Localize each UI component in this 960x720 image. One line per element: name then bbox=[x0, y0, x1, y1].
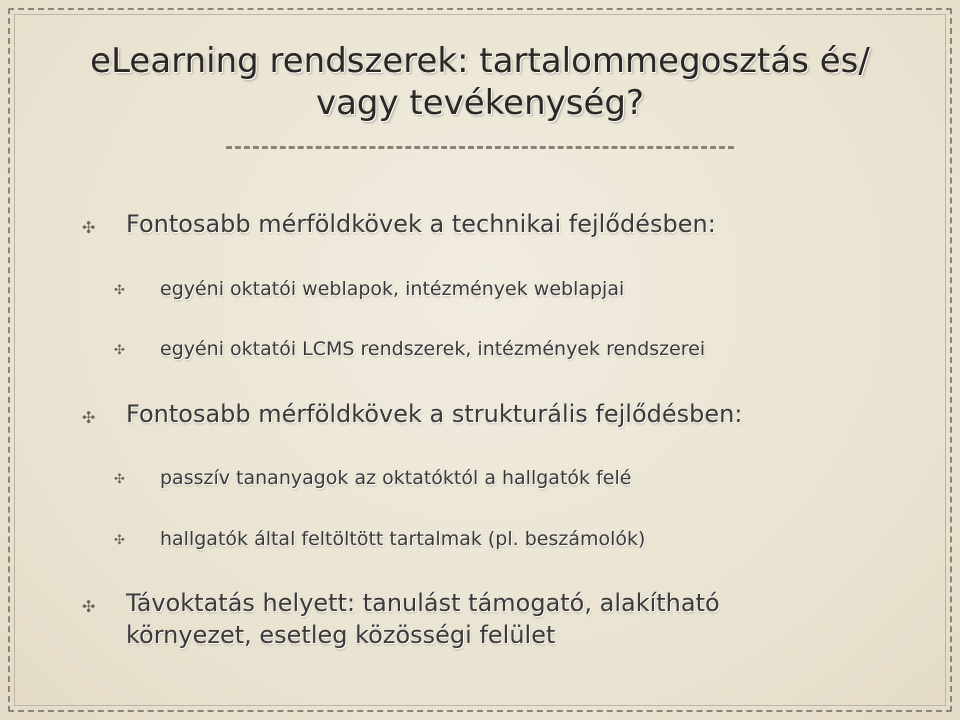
bullet-text: egyéni oktatói weblapok, intézmények weblapjai bbox=[160, 278, 625, 300]
bullet-text: Fontosabb mérföldkövek a technikai fejlődésben: bbox=[126, 210, 716, 238]
bullet-text: egyéni oktatói LCMS rendszerek, intézmények rendszerei bbox=[160, 338, 706, 360]
bullet-icon: ✣ bbox=[114, 533, 125, 548]
bullet-icon: ✣ bbox=[114, 472, 125, 487]
bullet-text: Fontosabb mérföldkövek a strukturális fejlődésben: bbox=[126, 400, 743, 428]
slide-title-line-2: vagy tevékenység? bbox=[315, 83, 645, 123]
bullet-text: passzív tananyagok az oktatóktól a hallgatók felé bbox=[160, 467, 632, 489]
title-divider bbox=[226, 146, 734, 149]
bullet-text bbox=[126, 587, 846, 651]
bullet-icon: ✣ bbox=[82, 597, 96, 616]
bullet-text-line-2: környezet, esetleg közösségi felület bbox=[126, 621, 556, 649]
bullet-icon: ✣ bbox=[114, 343, 125, 358]
slide-title-line-1: eLearning rendszerek: tartalommegosztás és/ bbox=[90, 41, 870, 81]
bullet-text-line-1: Távoktatás helyett: tanulást támogató, alakítható bbox=[126, 589, 720, 617]
bullet-icon: ✣ bbox=[82, 408, 96, 427]
bullet-icon: ✣ bbox=[114, 283, 125, 298]
bullet-tavoktatas bbox=[0, 587, 900, 657]
bullet-icon: ✣ bbox=[82, 218, 96, 237]
slide-title bbox=[60, 40, 900, 124]
bullet-text: hallgatók által feltöltött tartalmak (pl. beszámolók) bbox=[160, 528, 646, 550]
